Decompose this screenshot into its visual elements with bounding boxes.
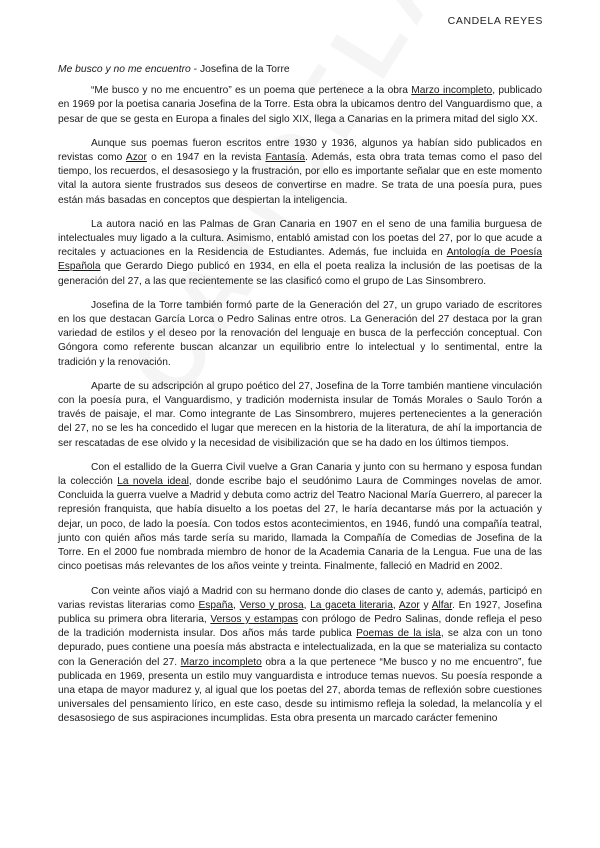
paragraph-text: obra a la que pertenece “Me busco y no me encuentro”, fue publicada en 1969, presenta un estilo muy vanguardista e introduce temas nuevos. Su poesía responde a una etapa de mayor madurez y, al igual que los poetas del 27, aborda temas de reflexión sobre cuestiones universales del pensamiento lírico, en este caso, desde su intimismo refleja la soledad, la melancolía y el desasosiego de sus aspiraciones incumplidas. Esta obra presenta un marcado carácter femenino bbox=[58, 656, 543, 725]
paragraph-text: , bbox=[233, 599, 240, 611]
paragraph-text: , publicado en 1969 por la poetisa canaria Josefina de la Torre. Esta obra la ubicamos dentro del Vanguardismo que, a pesar de que se gesta en Europa a finales del siglo XIX, llega a Canarias en la primera mitad del siglo XX. bbox=[58, 85, 543, 125]
paragraph-text: . En 1927, Josefina publica su primera obra literaria, bbox=[58, 599, 542, 625]
paragraph-text: que Gerardo Diego publicó en 1934, en ella el poeta realiza la inclusión de las poetisas de la generación del 27, a las que recientemente se las clasificó como el grupo de Las Sinsombrero. bbox=[58, 261, 542, 287]
document-body bbox=[58, 63, 542, 737]
title-work: Me busco y no me encuentro bbox=[58, 64, 191, 75]
paragraph-text: Aunque sus poemas fueron escritos entre 1930 y 1936, algunos ya habían sido publicados en revistas como bbox=[58, 137, 542, 164]
paragraph-text: “Me busco y no me encuentro” es un poema que pertenece a la obra bbox=[91, 85, 412, 97]
paragraph bbox=[58, 218, 542, 289]
document-title bbox=[58, 63, 542, 77]
paragraph bbox=[58, 137, 542, 208]
paragraph-text: . Además, esta obra trata temas como el paso del tiempo, los recuerdos, el desasosiego y la frustración, por ello es importante señalar que en este momento vital la autora siente frustrados sus deseos de convertirse en madre. Se trata de una poesía pura, pues están más basadas en conceptos que despiertan la inteligencia. bbox=[58, 152, 542, 206]
underlined-title: Marzo incompleto bbox=[411, 85, 493, 97]
paragraph-list bbox=[58, 84, 542, 726]
paragraph-text: Aparte de su adscripción al grupo poético del 27, Josefina de la Torre también mantiene vinculación con la poesía pura, el Vanguardismo, y tradición modernista insular de Tomás Morales o Saulo Torón a través de paisaje, el mar. Como integrante de Las Sinsombrero, mujeres pertenecientes a la generación del 27, no se les ha concedido el lugar que merecen en la historia de la literatura, de ahí la importancia de ser rescatadas de ese olvido y la necesidad de visibilización que se ha dado en los últimos tiempos. bbox=[58, 380, 542, 449]
underlined-title: Antología de Poesía Española bbox=[58, 247, 542, 273]
underlined-title: Fantasía bbox=[265, 152, 306, 164]
paragraph bbox=[58, 299, 542, 370]
underlined-title: La gaceta literaria bbox=[310, 599, 393, 611]
underlined-title: España bbox=[198, 599, 234, 611]
paragraph-text: , se alza con un tono depurado, pues contiene una poesía más abstracta e intelectualizada, en la que se materializa su contacto con la Generación del 27. bbox=[58, 628, 543, 668]
paragraph-text: y bbox=[419, 599, 432, 611]
paragraph-text: , bbox=[303, 599, 311, 611]
paragraph-text: con prólogo de Pedro Salinas, donde refleja el peso de la tradición modernista insular. Dos años más tarde publica bbox=[58, 613, 542, 640]
paragraph-text: , bbox=[392, 599, 399, 611]
underlined-title: Alfar bbox=[431, 599, 453, 611]
underlined-title: Marzo incompleto bbox=[180, 656, 262, 668]
paragraph bbox=[58, 84, 542, 127]
underlined-title: Azor bbox=[398, 599, 420, 611]
title-author: - Josefina de la Torre bbox=[190, 64, 290, 75]
paragraph-text: o en 1947 en la revista bbox=[146, 152, 266, 164]
paragraph bbox=[58, 461, 542, 575]
underlined-title: Poemas de la isla bbox=[356, 628, 441, 640]
underlined-title: Azor bbox=[125, 152, 147, 164]
underlined-title: Versos y estampas bbox=[210, 613, 299, 625]
paragraph-text: , donde escribe bajo el seudónimo Laura de Comminges novelas de amor. Concluida la guerra vuelve a Madrid y debuta como actriz del Teatro Nacional María Guerrero, al parecer la represión franquista, que había disuelto a los poetas del 27, le haría decantarse más por la actuación y dejar, un poco, de lado la poesía. Con todos estos acontecimientos, en 1946, fundó una compañía teatral, junto con quién años más tarde sería su marido, llamada la Compañía de Comedias de Josefina de la Torre. En el 2000 fue nombrada miembro de honor de la Academia Canaria de la Lengua. Fue una de las cinco poetisas más relevantes de los años veinte y treinta. Finalmente, falleció en Madrid en 2002. bbox=[58, 476, 542, 573]
underlined-title: La novela ideal bbox=[117, 476, 189, 488]
paragraph-text: Con veinte años viajó a Madrid con su hermano donde dio clases de canto y, además, participó en varias revistas literarias como bbox=[58, 585, 542, 611]
paragraph-text: La autora nació en las Palmas de Gran Canaria en 1907 en el seno de una familia burguesa de intelectuales muy ligado a la cultura. Asimismo, entabló amistad con los poetas del 27, por lo que acude a recitales y actuaciones en la Residencia de Estudiantes. Además, fue incluida en bbox=[58, 218, 542, 259]
paragraph bbox=[58, 380, 542, 451]
paragraph-text: Josefina de la Torre también formó parte de la Generación del 27, un grupo variado de escritores en los que destacan García Lorca o Pedro Salinas entre otros. La Generación del 27 destaca por la gran variedad de estilos y el deseo por la renovación del lenguaje en busca de la perfección conceptual. Con Góngora como referente buscan alcanzar un equilibrio entre lo intelectual y lo sentimental, entre la tradición y la renovación. bbox=[58, 299, 542, 368]
paragraph bbox=[58, 585, 542, 727]
underlined-title: Verso y prosa bbox=[239, 599, 304, 611]
page-header-author: CANDELA REYES bbox=[447, 15, 543, 27]
paragraph-text: Con el estallido de la Guerra Civil vuelve a Gran Canaria y junto con su hermano y esposa fundan la colección bbox=[58, 461, 542, 488]
